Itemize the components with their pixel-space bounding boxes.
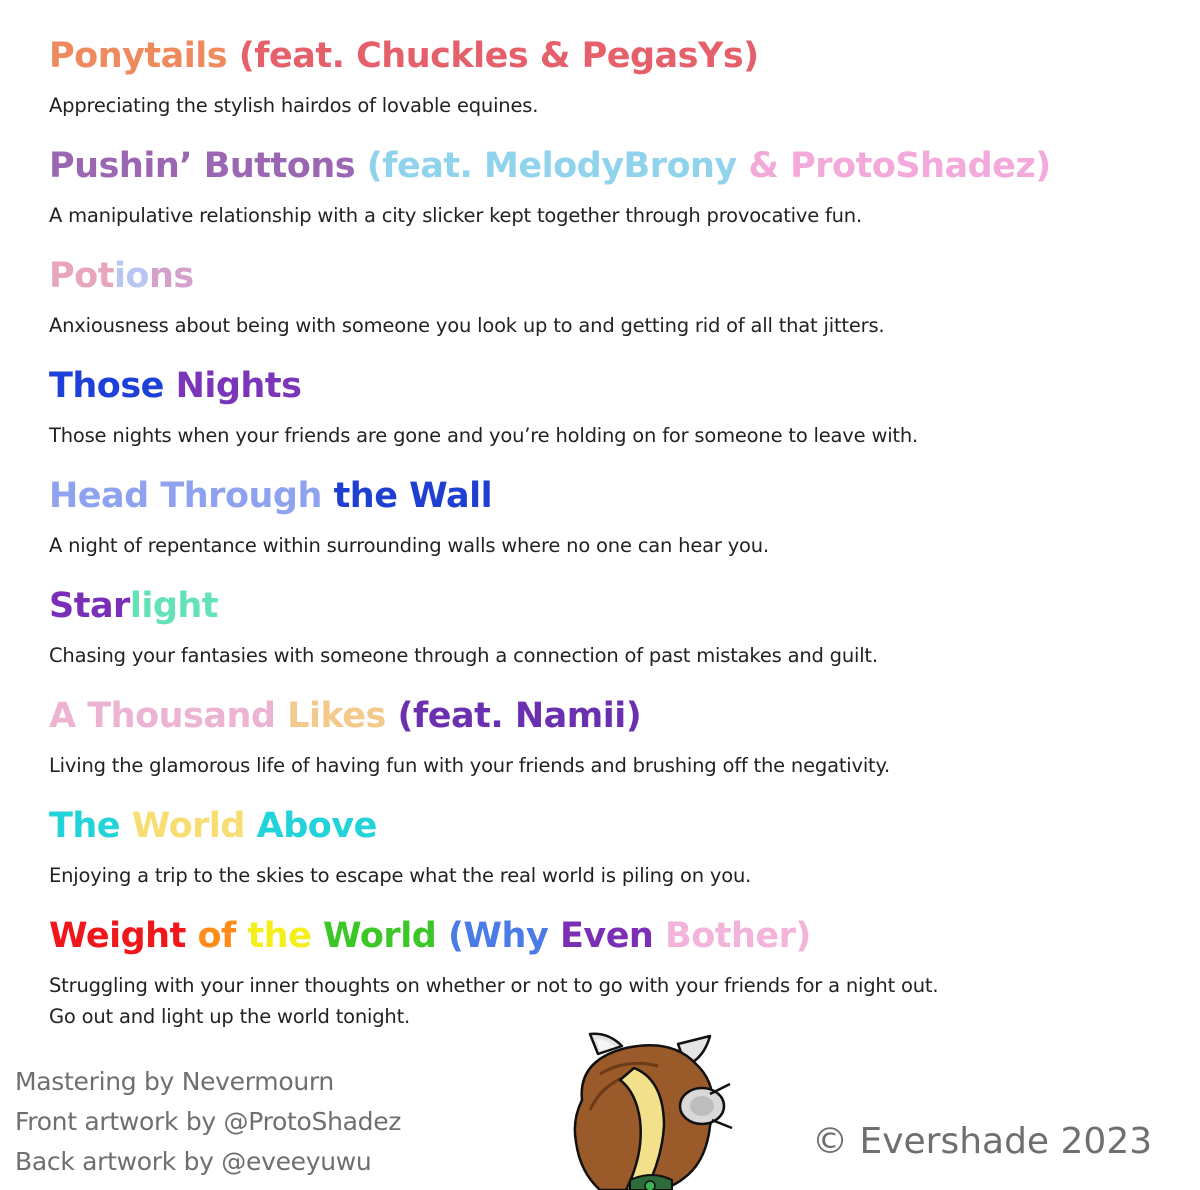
track-title-part: ns — [148, 256, 194, 296]
credits — [15, 1062, 401, 1182]
track-description-line: A night of repentance within surrounding walls where no one can hear you. — [49, 534, 769, 557]
credit-front-artwork: Front artwork by @ProtoShadez — [15, 1107, 402, 1136]
track-title — [49, 584, 218, 628]
track-title-part: light — [129, 586, 219, 626]
track-description-line: Enjoying a trip to the skies to escape what the real world is piling on you. — [49, 864, 752, 887]
track-title-part: Ponytails — [49, 36, 239, 76]
pony-mascot-illustration — [560, 1030, 770, 1190]
copyright-notice: © Evershade 2023 — [812, 1121, 1153, 1162]
track-title-part: (feat. Chuckles & PegasYs) — [238, 36, 759, 76]
track-description — [49, 420, 918, 451]
track-title-part: (Why — [447, 916, 560, 956]
track-item — [49, 144, 1179, 254]
track-title-part: Head Through — [49, 476, 334, 516]
track-title-part: Pot — [49, 256, 114, 296]
track-title-part: A Thousand — [49, 696, 288, 736]
track-title-part: Even — [559, 916, 666, 956]
track-title-part: Those — [49, 366, 176, 406]
credit-mastering: Mastering by Nevermourn — [15, 1067, 334, 1096]
track-title-part: the Wall — [333, 476, 493, 516]
track-description — [49, 310, 884, 341]
track-item — [49, 474, 1179, 584]
track-title-part: Nights — [175, 366, 302, 406]
track-title — [49, 694, 641, 738]
track-description-line: Living the glamorous life of having fun with your friends and brushing off the negativity. — [49, 754, 891, 777]
track-title-part: Bother) — [665, 916, 811, 956]
track-description-line: Anxiousness about being with someone you look up to and getting rid of all that jitters. — [49, 314, 885, 337]
track-title-part: Above — [256, 806, 377, 846]
tracklist — [49, 34, 1179, 1028]
track-title-part: the — [247, 916, 324, 956]
track-title-part: (feat. MelodyBrony — [366, 146, 749, 186]
track-title-part: & ProtoShadez) — [748, 146, 1051, 186]
track-title-part: (feat. Namii) — [397, 696, 642, 736]
track-description-line: Those nights when your friends are gone and you’re holding on for someone to leave with. — [49, 424, 919, 447]
credit-back-artwork: Back artwork by @eveeyuwu — [15, 1147, 372, 1176]
track-item — [49, 584, 1179, 694]
track-description — [49, 530, 769, 561]
track-description — [49, 860, 751, 891]
track-title — [49, 254, 194, 298]
track-title-part: Star — [49, 586, 130, 626]
track-item — [49, 254, 1179, 364]
track-title — [49, 34, 759, 78]
track-item — [49, 914, 1179, 1028]
track-title — [49, 914, 811, 958]
track-title — [49, 804, 377, 848]
track-title — [49, 144, 1051, 188]
track-title-part: World — [323, 916, 448, 956]
track-title — [49, 474, 492, 518]
track-description-line: Chasing your fantasies with someone through a connection of past mistakes and guilt. — [49, 644, 878, 667]
track-item — [49, 694, 1179, 804]
track-title-part: Weight — [49, 916, 198, 956]
track-description-line: Appreciating the stylish hairdos of lovable equines. — [49, 94, 539, 117]
track-title-part: Pushin’ Buttons — [49, 146, 367, 186]
track-description — [49, 970, 938, 1032]
track-title-part: World — [131, 806, 257, 846]
track-title-part: Likes — [287, 696, 398, 736]
track-description-line: Go out and light up the world tonight. — [49, 1005, 411, 1028]
track-description — [49, 640, 878, 671]
track-description-line: A manipulative relationship with a city slicker kept together through provocative fun. — [49, 204, 862, 227]
track-item — [49, 804, 1179, 914]
track-description-line: Struggling with your inner thoughts on whether or not to go with your friends for a night out. — [49, 974, 939, 997]
track-description — [49, 750, 890, 781]
track-title-part: of — [197, 916, 248, 956]
track-title-part: io — [113, 256, 149, 296]
track-title — [49, 364, 301, 408]
track-item — [49, 34, 1179, 144]
track-item — [49, 364, 1179, 474]
track-description — [49, 200, 862, 231]
track-description — [49, 90, 538, 121]
track-title-part: The — [49, 806, 132, 846]
